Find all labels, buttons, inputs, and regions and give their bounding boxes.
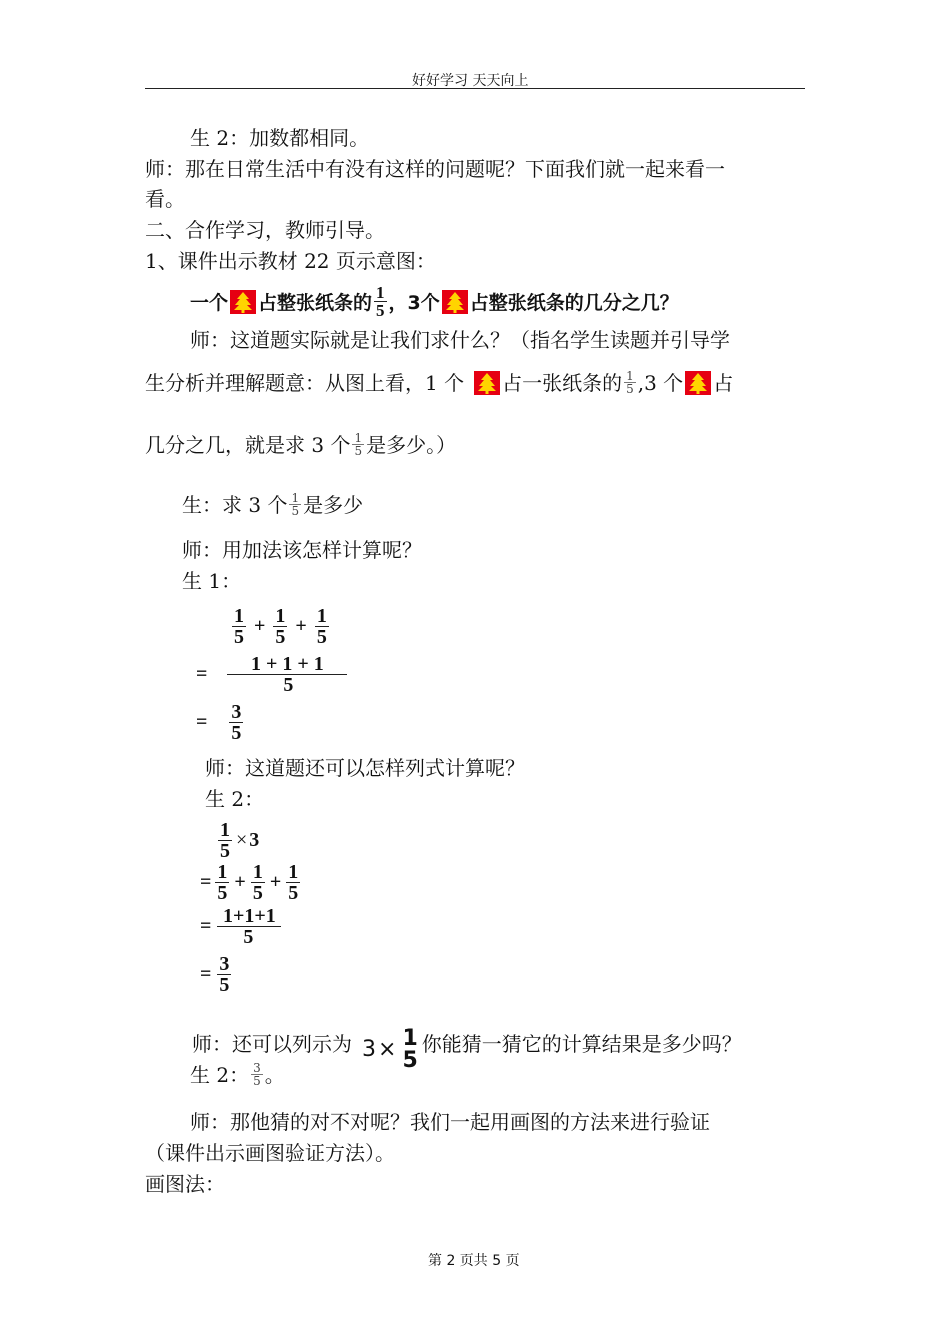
tree-icon (230, 290, 256, 314)
text-segment: ,3 个 (637, 370, 684, 395)
teacher-verify-line2: （课件出示画图验证方法）。 (145, 1141, 395, 1165)
fraction-one-fifth: $\frac{1}{5}$ (252, 861, 263, 904)
student1-label: 生 1： (182, 569, 242, 593)
text-segment: 你能猜一猜它的计算结果是多少吗？ (421, 1032, 742, 1056)
math2-step3 (200, 906, 283, 947)
fraction-one-fifth: $\frac{1}{5}$ (291, 491, 300, 518)
plus-sign: + (269, 871, 282, 893)
page-footer: 第 2 页共 5 页 (428, 1253, 520, 1269)
fraction-three-fifths: $\frac{3}{5}$ (219, 953, 230, 996)
page-header: 好好学习 天天向上 (412, 73, 529, 89)
text-segment: 几分之几，就是求 3 个 (145, 432, 351, 457)
tree-icon (442, 290, 468, 314)
fraction-one-fifth: $\frac{1}{5}$ (288, 861, 299, 904)
text-segment: 是多少。） (366, 432, 457, 457)
problem-statement (190, 284, 679, 319)
fraction-one-fifth: $\frac{1}{5}$ (220, 819, 230, 862)
math-step3 (196, 702, 245, 743)
expression-three-times-one-fifth (362, 1028, 422, 1072)
fraction-three-fifths: $\frac{3}{5}$ (231, 701, 242, 744)
teacher-explain-line3 (145, 432, 456, 457)
section-heading: 二、合作学习，教师引导。 (145, 218, 385, 242)
text-segment: 是多少 (303, 492, 364, 517)
math2-step4 (200, 954, 233, 995)
text-segment: 占 (713, 370, 734, 395)
teacher-another-expression (192, 1022, 742, 1073)
math-step2 (196, 654, 349, 695)
fraction-one-fifth: $\frac{1}{5}$ (626, 369, 634, 396)
fraction-sum-over-five: $\frac{1 + 1 + 1}{5}$ (227, 654, 347, 695)
text-segment: 生：求 3 个 (182, 492, 288, 517)
problem-part-1: 一个 (190, 292, 229, 314)
line-courseware: 1、课件出示教材 22 页示意图： (145, 249, 436, 273)
text-segment: 占一张纸条的 (502, 370, 623, 395)
fraction-sum-over-five: $\frac{1+1+1}{5}$ (217, 906, 281, 947)
fraction-one-fifth: $\frac{1}{5}$ (234, 605, 244, 648)
number-three: 3 (249, 829, 260, 851)
times-sign: × (378, 1037, 397, 1062)
math-step1 (230, 606, 331, 647)
student2-label: 生 2： (205, 787, 265, 811)
number-three: 3 (362, 1037, 376, 1062)
plus-sign: + (254, 615, 266, 637)
line-look: 看。 (145, 187, 185, 211)
fraction-one-fifth: 1 5 (402, 1026, 418, 1073)
fraction-one-fifth: $\frac{1}{5}$ (354, 431, 363, 458)
text-segment: 师：还可以列示为 (192, 1032, 352, 1056)
plus-sign: + (234, 871, 246, 893)
drawing-method-label: 画图法： (145, 1172, 225, 1196)
fraction-one-fifth: $\frac{1}{5}$ (376, 283, 385, 320)
fraction-three-fifths: $\frac{3}{5}$ (253, 1061, 261, 1088)
plus-sign: + (295, 615, 307, 637)
text-segment: 。 (264, 1062, 285, 1087)
equals-sign: = (196, 711, 208, 733)
tree-icon (474, 371, 500, 395)
student2-answer (190, 1062, 285, 1087)
fraction-one-fifth: $\frac{1}{5}$ (217, 861, 228, 904)
line-teacher-question: 师：那在日常生活中有没有这样的问题呢？下面我们就一起来看一 (145, 157, 725, 181)
equals-sign: = (196, 663, 208, 685)
teacher-addition-question: 师：用加法该怎样计算呢？ (182, 538, 422, 562)
student-answer-line (182, 492, 363, 517)
fraction-one-fifth: $\frac{1}{5}$ (275, 605, 286, 648)
times-sign: × (236, 829, 248, 851)
problem-part-2: 占整张纸条的 (258, 292, 373, 314)
text-segment: 生分析并理解题意：从图上看，1 个 (145, 370, 465, 395)
teacher-explain-line2 (145, 370, 733, 395)
fraction-one-fifth: $\frac{1}{5}$ (316, 605, 327, 648)
teacher-verify-line1: 师：那他猜的对不对呢？我们一起用画图的方法来进行验证 (190, 1110, 710, 1134)
problem-part-4: 占整张纸条的几分之几？ (469, 292, 679, 314)
math2-step2 (200, 862, 302, 903)
equals-sign: = (200, 915, 212, 937)
header-rule (145, 88, 805, 89)
equals-sign: = (200, 963, 212, 985)
text-segment: 生 2： (190, 1062, 250, 1087)
teacher-explain-line1: 师：这道题实际就是让我们求什么？（指名学生读题并引导学 (190, 328, 730, 352)
line-student2-same: 生 2：加数都相同。 (190, 126, 370, 150)
math2-step1 (216, 820, 259, 861)
tree-icon (685, 371, 711, 395)
teacher-other-way: 师：这道题还可以怎样列式计算呢？ (205, 756, 525, 780)
problem-part-3: ，3个 (388, 292, 440, 314)
equals-sign: = (200, 871, 212, 893)
